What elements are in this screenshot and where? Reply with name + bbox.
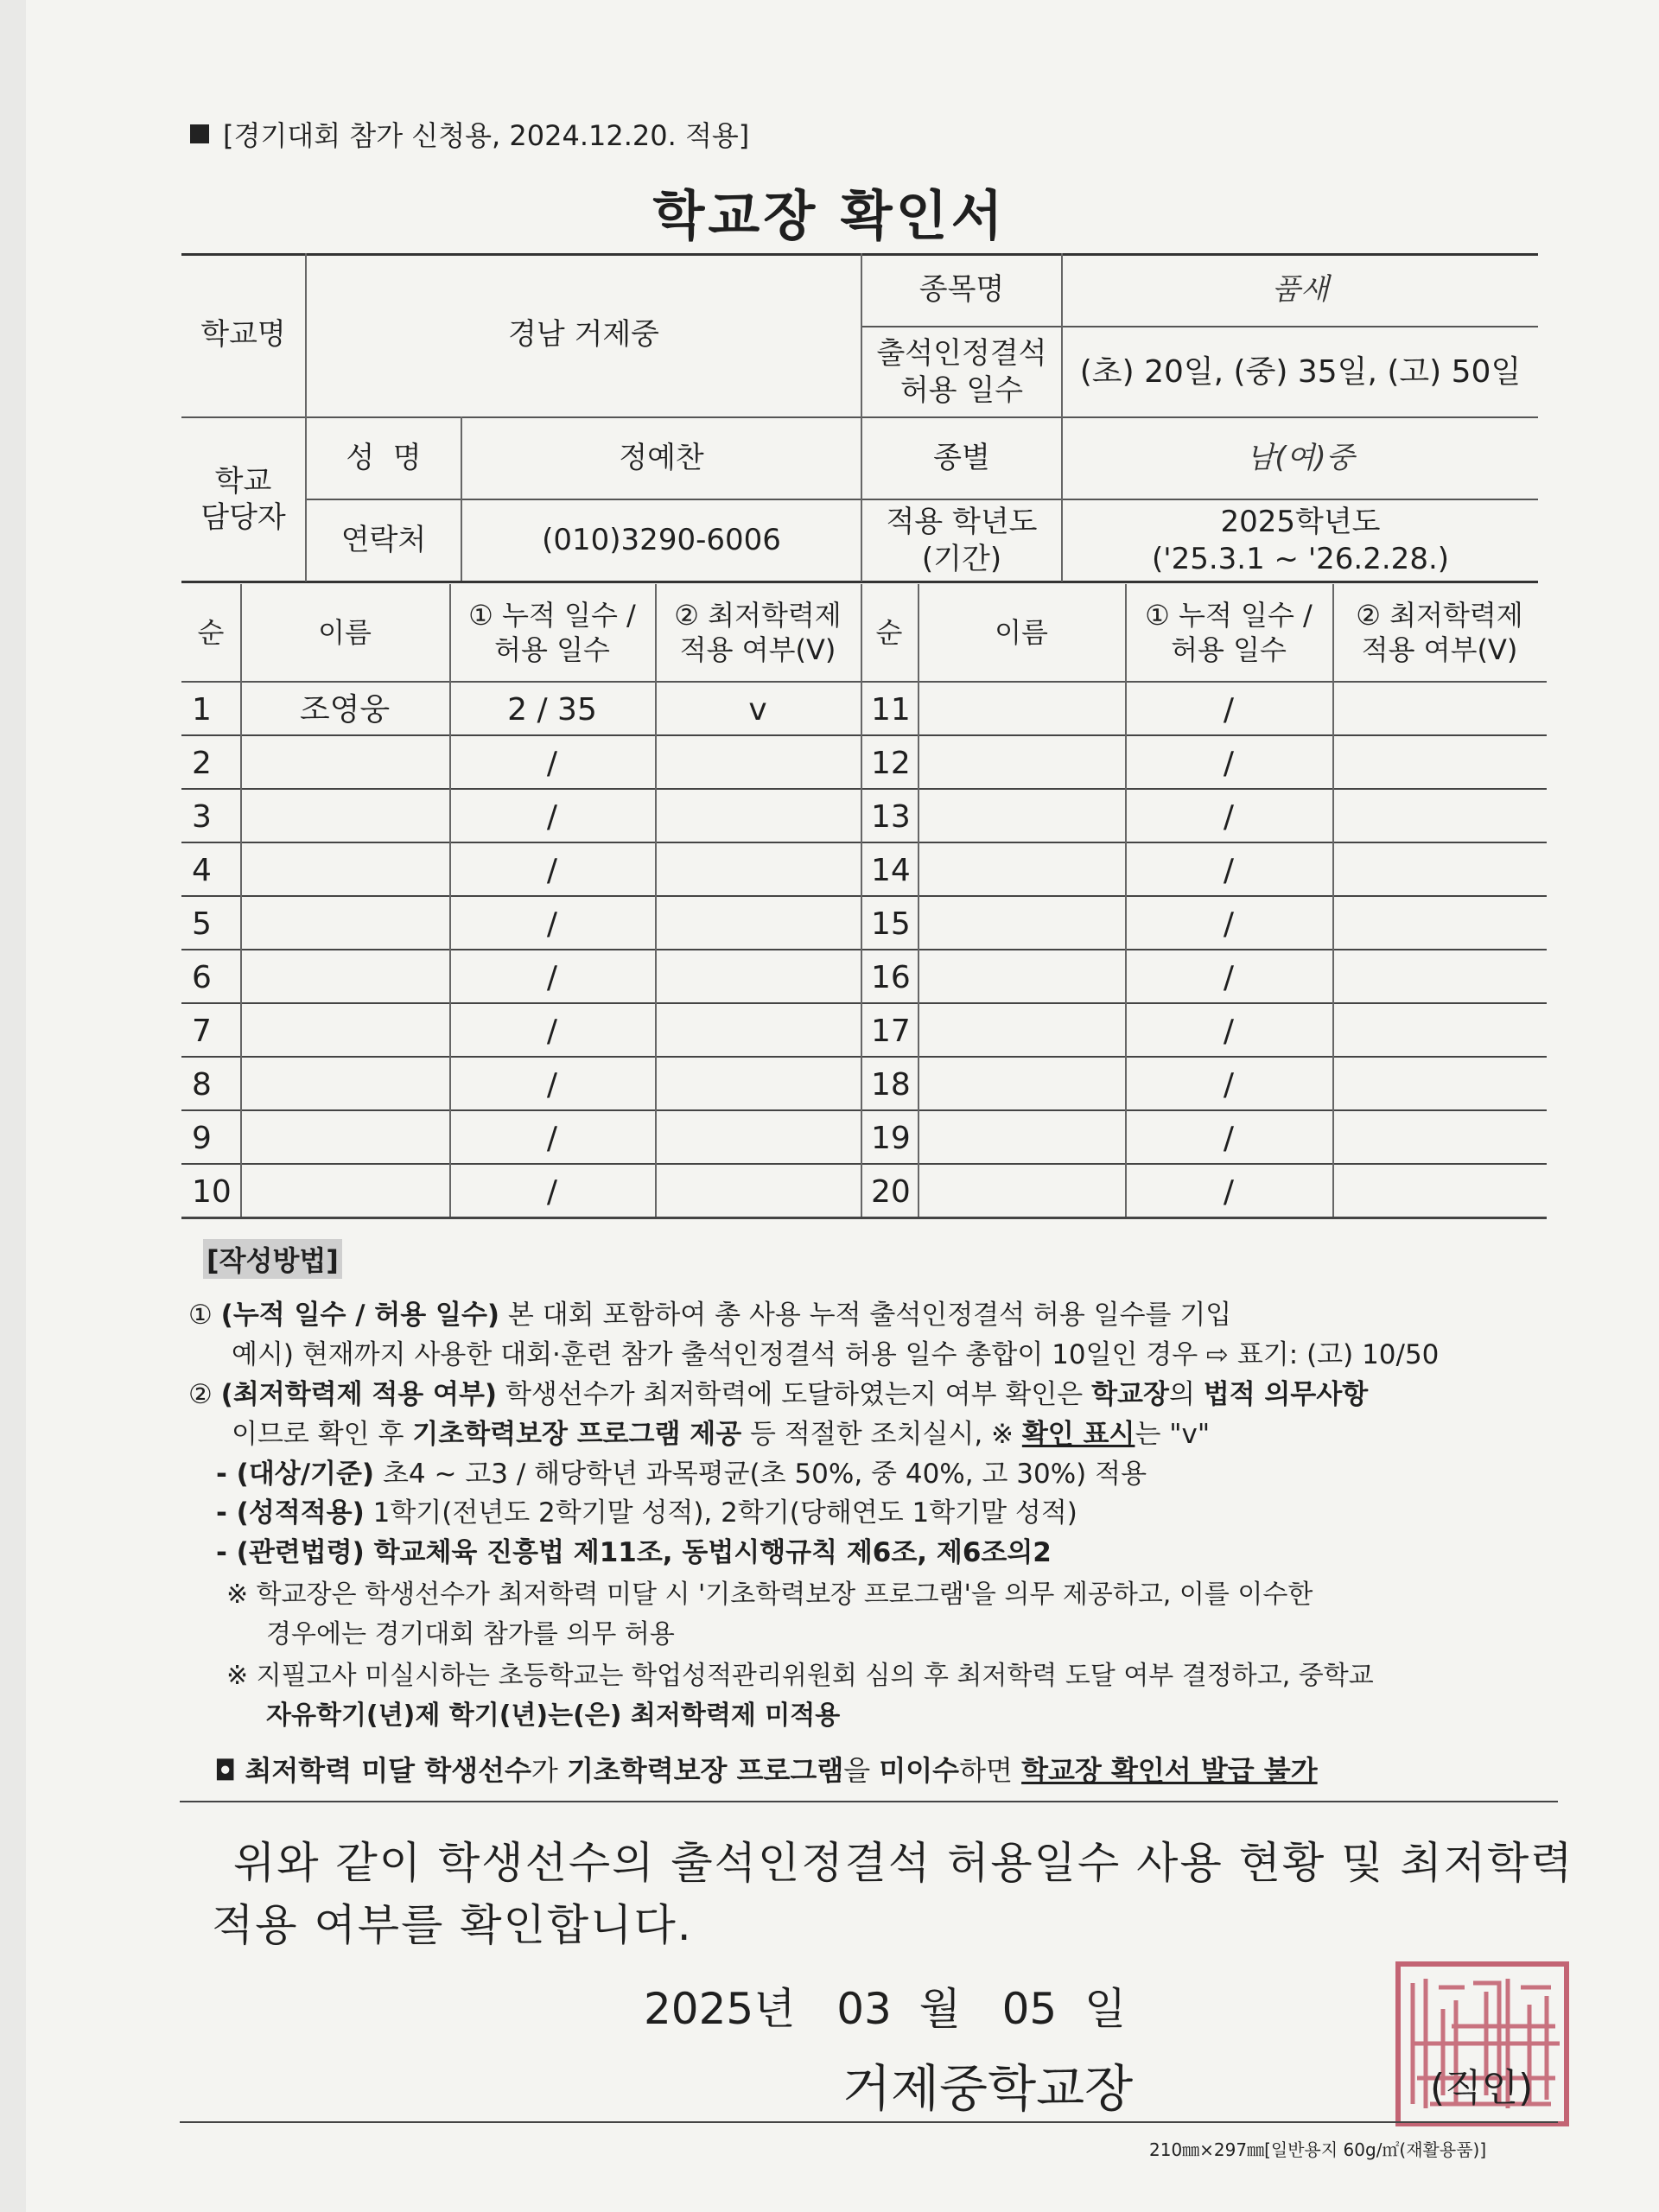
col-header-days-line: 허용 일수 (494, 633, 610, 666)
col-header-days-line: 허용 일수 (1171, 633, 1287, 666)
min-academic-check (655, 1058, 861, 1111)
row-number: 11 (871, 691, 911, 728)
confirmation-line1: 위와 같이 학생선수의 출석인정결석 허용일수 사용 현황 및 최저학력 (233, 1838, 1574, 1888)
athlete-name (240, 1111, 449, 1165)
absence-days: / (1223, 691, 1235, 728)
athlete-name (918, 897, 1125, 950)
min-academic-check (1332, 950, 1547, 1004)
row-number: 1 (192, 691, 212, 728)
form-tag: [경기대회 참가 신청용, 2024.12.20. 적용] (223, 119, 750, 152)
instruction-1-example: 예시) 현재까지 사용한 대회·훈련 참가 출석인정결석 허용 일수 총합이 10일인 경우 ⇨ 표기: (고) 10/50 (232, 1339, 1440, 1370)
instruction-2 (188, 1372, 1368, 1411)
col-header-days (449, 584, 655, 681)
col-header-check (1332, 584, 1547, 681)
sub1-text: 초4 ~ 고3 / 해당학년 과목평균(초 50%, 중 40%, 고 30%) 적용 (374, 1459, 1147, 1490)
allowance-label (862, 327, 1061, 416)
min-academic-check (655, 843, 861, 897)
warn-a: 최저학력 미달 학생선수 (245, 1754, 531, 1787)
athlete-name (918, 1111, 1125, 1165)
instruction-2-line2 (232, 1412, 1210, 1451)
col-header-days-line: ① 누적 일수 / (1145, 599, 1313, 632)
absence-days: / (1223, 745, 1235, 781)
confirmation-date: 2025년 03 월 05 일 (644, 1984, 1127, 2034)
seal-label: (직인) (1430, 2066, 1534, 2110)
row-number: 10 (192, 1173, 232, 1210)
paper-spec: 210㎜×297㎜[일반용지 60g/㎡(재활용품)] (1149, 2139, 1487, 2160)
item1-text: 본 대회 포함하여 총 사용 누적 출석인정결석 허용 일수를 기입 (499, 1300, 1232, 1331)
document-title: 학교장 확인서 (652, 184, 1007, 247)
allowance-value: (초) 20일, (중) 35일, (고) 50일 (1079, 354, 1522, 390)
athlete-name (240, 843, 449, 897)
min-academic-check (1332, 790, 1547, 843)
athlete-name (918, 1058, 1125, 1111)
year-value-line1: 2025학년도 (1220, 505, 1381, 539)
min-academic-check (1332, 843, 1547, 897)
manager-label-line1: 학교 (214, 463, 272, 499)
contact-label: 연락처 (340, 523, 427, 558)
note-1-line2: 경우에는 경기대회 참가를 의무 허용 (266, 1619, 675, 1649)
warning-line (214, 1749, 1318, 1789)
footer-divider (180, 2121, 1558, 2123)
instruction-1 (188, 1293, 1231, 1332)
row-number: 9 (192, 1120, 212, 1156)
athlete-name (240, 790, 449, 843)
warn-c: 기초학력보장 프로그램 (566, 1754, 844, 1787)
absence-days: / (546, 1013, 558, 1049)
athlete-name (918, 1165, 1125, 1218)
col-header-check-line: 적용 여부(V) (1361, 633, 1518, 666)
absence-days: / (546, 906, 558, 942)
item2-text-b: 의 (1168, 1379, 1204, 1410)
row-number: 8 (192, 1066, 212, 1103)
row-number: 6 (192, 959, 212, 995)
athlete-name: 조영웅 (299, 691, 391, 728)
year-value-line2: ('25.3.1 ~ '26.2.28.) (1151, 541, 1450, 576)
absence-days: / (546, 1173, 558, 1210)
year-label-line1: 적용 학년도 (886, 505, 1038, 539)
athlete-name (240, 1004, 449, 1058)
table-border (181, 581, 1538, 583)
note-1-line1: ※ 학교장은 학생선수가 최저학력 미달 시 '기초학력보장 프로그램'을 의무 제공하고, 이를 이수한 (226, 1580, 1313, 1610)
sub2-text: 1학기(전년도 2학기말 성적), 2학기(당해연도 1학기말 성적) (364, 1497, 1077, 1529)
item2-line2-c: 등 적절한 조치실시, ※ (741, 1419, 1022, 1450)
row-number: 16 (871, 959, 911, 995)
sub3-text: 학교체육 진흥법 제11조, 동법시행규칙 제6조, 제6조의2 (364, 1537, 1052, 1568)
absence-days: / (1223, 1066, 1235, 1103)
row-number: 18 (871, 1066, 911, 1103)
square-bullet-icon (190, 124, 209, 143)
min-academic-check (655, 790, 861, 843)
row-number: 2 (192, 745, 212, 781)
col-header-days-line: ① 누적 일수 / (468, 599, 636, 632)
min-academic-check (655, 1004, 861, 1058)
gender-label: 종별 (933, 441, 990, 476)
sub-grades (216, 1491, 1077, 1529)
item2-bold-2: 법적 의무사항 (1203, 1379, 1369, 1410)
sub3-title: - (관련법령) (216, 1537, 365, 1568)
gender-value: 남(여)중 (1246, 441, 1355, 476)
sub1-title: - (대상/기준) (216, 1459, 375, 1490)
col-header-check-line: ② 최저학력제 (674, 599, 842, 632)
row-number: 4 (192, 852, 212, 888)
sub-laws (216, 1530, 1052, 1569)
min-academic-check (655, 1111, 861, 1165)
instructions-heading (203, 1239, 342, 1279)
absence-days: 2 / 35 (507, 691, 597, 728)
year-value (1063, 500, 1538, 581)
athlete-name (240, 897, 449, 950)
col-header-check-line: 적용 여부(V) (679, 633, 836, 666)
manager-label (181, 418, 305, 581)
allowance-label-line1: 출석인정결석 (876, 336, 1047, 371)
col-header-no: 순 (197, 616, 225, 649)
athlete-name (240, 1058, 449, 1111)
item2-line2-a: 이므로 확인 후 (232, 1419, 413, 1450)
warn-b: 가 (531, 1754, 567, 1787)
event-label: 종목명 (918, 271, 1005, 307)
athlete-name (918, 683, 1125, 736)
item1-mark: ① (188, 1300, 213, 1331)
min-academic-check (1332, 683, 1547, 736)
instructions-heading-text: [작성방법] (207, 1244, 339, 1277)
min-academic-check (1332, 897, 1547, 950)
item2-line2-e: 는 "v" (1135, 1419, 1211, 1450)
warn-f: 하면 (959, 1754, 1022, 1787)
row-number: 5 (192, 906, 212, 942)
row-number: 3 (192, 798, 212, 835)
event-value: 품새 (1272, 271, 1329, 307)
athlete-name (240, 950, 449, 1004)
col-header-check (655, 584, 861, 681)
min-academic-check (655, 950, 861, 1004)
absence-days: / (546, 959, 558, 995)
absence-days: / (546, 798, 558, 835)
athlete-name (918, 950, 1125, 1004)
note-2-line2: 자유학기(년)제 학기(년)는(은) 최저학력제 미적용 (266, 1700, 841, 1731)
absence-days: / (1223, 1120, 1235, 1156)
row-number: 7 (192, 1013, 212, 1049)
school-name: 경남 거제중 (507, 317, 660, 353)
absence-days: / (1223, 906, 1235, 942)
item2-title: (최저학력제 적용 여부) (220, 1379, 498, 1410)
min-academic-check: v (748, 691, 767, 728)
row-number: 13 (871, 798, 911, 835)
absence-days: / (1223, 852, 1235, 888)
min-academic-check (1332, 1058, 1547, 1111)
note-2-line1: ※ 지필고사 미실시하는 초등학교는 학업성적관리위원회 심의 후 최저학력 도달 여부 결정하고, 중학교 (226, 1661, 1374, 1691)
athlete-name (918, 790, 1125, 843)
absence-days: / (1223, 959, 1235, 995)
principal-signature-title: 거제중학교장 (842, 2059, 1134, 2118)
school-label: 학교명 (200, 317, 286, 353)
absence-days: / (546, 745, 558, 781)
athlete-name (918, 843, 1125, 897)
min-academic-check (1332, 1111, 1547, 1165)
row-number: 14 (871, 852, 911, 888)
absence-days: / (1223, 1013, 1235, 1049)
absence-days: / (1223, 798, 1235, 835)
warn-d: 을 (843, 1754, 880, 1787)
athlete-name (240, 736, 449, 790)
confirmation-text (212, 1832, 1574, 1956)
contact-value: (010)3290-6006 (542, 523, 781, 558)
item2-text-a: 학생선수가 최저학력에 도달하였는지 여부 확인은 (497, 1379, 1092, 1410)
athlete-name (918, 736, 1125, 790)
absence-days: / (1223, 1173, 1235, 1210)
year-label (862, 500, 1061, 581)
min-academic-check (655, 736, 861, 790)
warn-e: 미이수 (879, 1754, 960, 1787)
row-number: 15 (871, 906, 911, 942)
athlete-name (918, 1004, 1125, 1058)
col-header-no: 순 (875, 616, 903, 649)
name-label: 성 명 (346, 441, 422, 476)
col-header-name: 이름 (318, 616, 372, 649)
allowance-label-line2: 허용 일수 (899, 372, 1024, 408)
absence-days: / (546, 852, 558, 888)
absence-days: / (546, 1066, 558, 1103)
divider (180, 1801, 1558, 1802)
min-academic-check (1332, 1165, 1547, 1218)
manager-label-line2: 담당자 (200, 500, 286, 535)
min-academic-check (1332, 1004, 1547, 1058)
sub2-title: - (성적적용) (216, 1497, 365, 1529)
col-header-days (1125, 584, 1332, 681)
row-number: 19 (871, 1120, 911, 1156)
warning-icon: ◘ (214, 1754, 237, 1787)
item2-line2-d: 확인 표시 (1021, 1419, 1135, 1450)
manager-name: 정예찬 (619, 441, 704, 476)
min-academic-check (655, 897, 861, 950)
sub-criteria (216, 1452, 1147, 1491)
col-header-check-line: ② 최저학력제 (1356, 599, 1523, 632)
athlete-name (240, 1165, 449, 1218)
row-number: 20 (871, 1173, 911, 1210)
col-header-name: 이름 (995, 616, 1048, 649)
item2-line2-b: 기초학력보장 프로그램 제공 (412, 1419, 742, 1450)
warn-g: 학교장 확인서 발급 불가 (1021, 1754, 1318, 1787)
year-label-line2: (기간) (921, 541, 1002, 576)
item1-title: (누적 일수 / 허용 일수) (220, 1300, 500, 1331)
absence-days: / (546, 1120, 558, 1156)
min-academic-check (655, 1165, 861, 1218)
row-number: 17 (871, 1013, 911, 1049)
confirmation-line2: 적용 여부를 확인합니다. (212, 1900, 693, 1950)
min-academic-check (1332, 736, 1547, 790)
item2-mark: ② (188, 1379, 213, 1410)
row-number: 12 (871, 745, 911, 781)
item2-bold-1: 학교장 (1091, 1379, 1169, 1410)
